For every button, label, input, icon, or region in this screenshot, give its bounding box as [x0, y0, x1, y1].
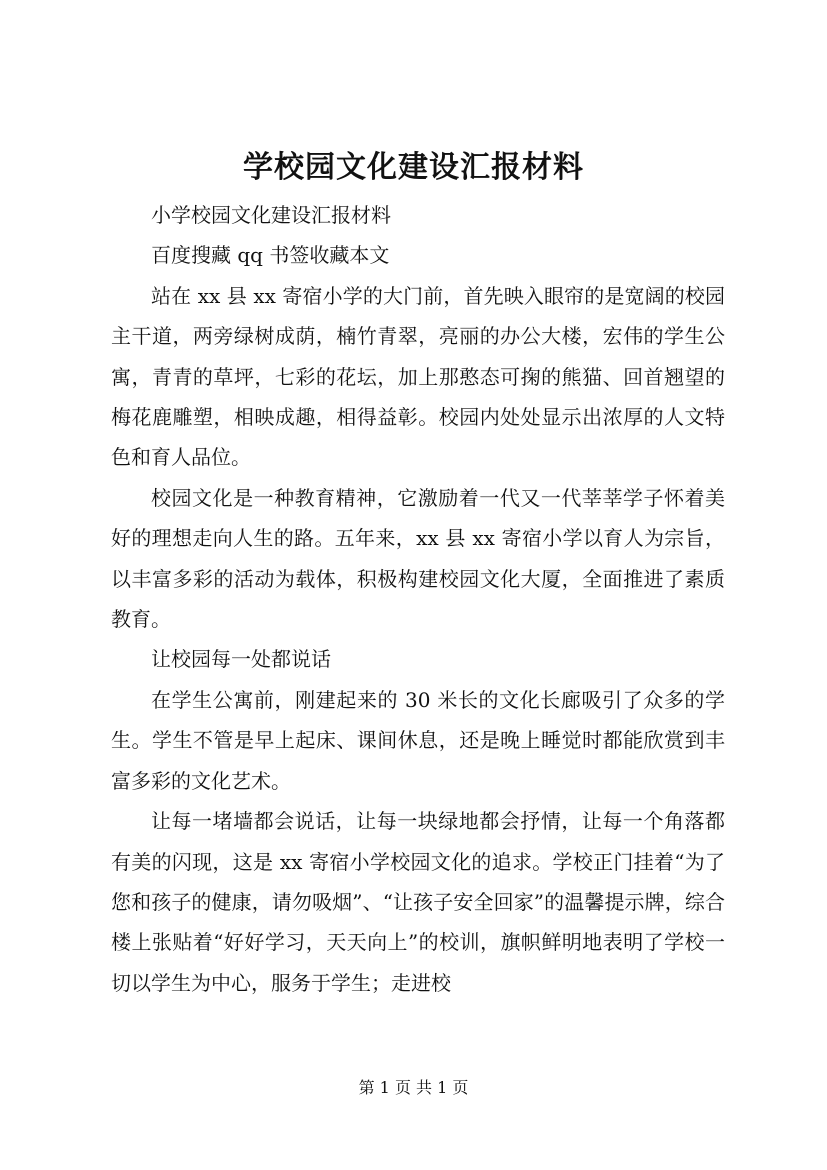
paragraph-culture-corridor: 在学生公寓前，刚建起来的 30 米长的文化长廊吸引了众多的学生。学生不管是早上起床、课间休息，还是晚上睡觉时都能欣赏到丰富多彩的文化艺术。	[111, 687, 725, 793]
paragraph-campus-culture: 校园文化是一种教育精神，它激励着一代又一代莘莘学子怀着美好的理想走向人生的路。五年来，xx 县 xx 寄宿小学以育人为宗旨，以丰富多彩的活动为载体，积极构建校园文化大厦，全面推进了素质教育。	[111, 485, 725, 632]
paragraph-walls-speak: 让每一堵墙都会说话，让每一块绿地都会抒情，让每一个角落都有美的闪现，这是 xx 寄宿小学校园文化的追求。学校正门挂着“为了您和孩子的健康，请勿吸烟”、“让孩子安全回家”的温馨提示牌，综合楼上张贴着“好好学习，天天向上”的校训，旗帜鲜明地表明了学校一切以学生为中心，服务于学生；走进校	[111, 809, 725, 995]
paragraph-bookmark-note: 百度搜藏 qq 书签收藏本文	[151, 243, 390, 268]
document-body	[111, 195, 725, 1003]
paragraph-section-heading: 让校园每一处都说话	[151, 647, 331, 672]
paragraph-school-gate: 站在 xx 县 xx 寄宿小学的大门前，首先映入眼帘的是宽阔的校园主干道，两旁绿树成荫，楠竹青翠，亮丽的办公大楼，宏伟的学生公寓，青青的草坪，七彩的花坛，加上那憨态可掬的熊猫、回首翘望的梅花鹿雕塑，相映成趣，相得益彰。校园内处处显示出浓厚的人文特色和育人品位。	[111, 283, 725, 470]
page-footer: 第 1 页 共 1 页	[358, 1078, 469, 1097]
document-title: 学校园文化建设汇报材料	[243, 150, 584, 185]
paragraph-subtitle: 小学校园文化建设汇报材料	[151, 203, 391, 227]
